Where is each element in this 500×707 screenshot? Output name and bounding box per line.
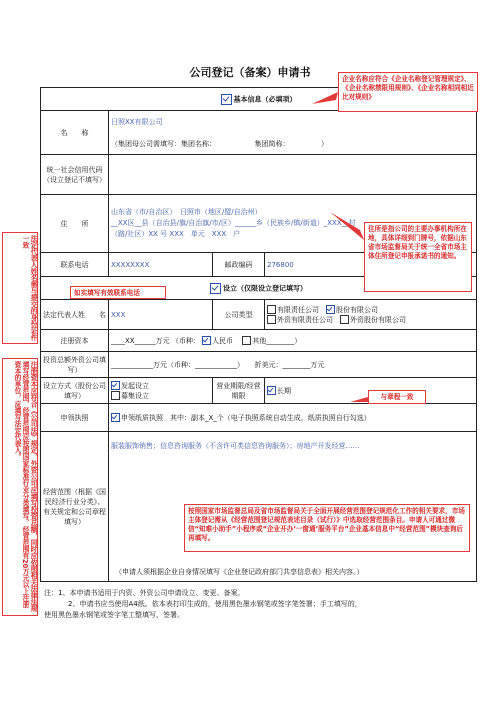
field-phone[interactable]: XXXXXXXX: [109, 253, 213, 277]
field-investment[interactable]: ____________万元（币种：____________） 折美元：________万元: [109, 352, 477, 378]
arrow-address: [330, 212, 364, 240]
scope-text: 服装服饰销售；信息咨询服务（不含许可类信息咨询服务）；房地产开发经营……: [111, 442, 360, 450]
label-scope: 经营范围（根据《国民经济行业分类》、有关规定和公司章程填写）: [41, 432, 109, 582]
method-label-0: 发起设立: [121, 381, 149, 390]
type-label-3: 外资股份有限公司: [350, 315, 406, 324]
label-name: 名 称: [41, 111, 109, 155]
scope-note: （申请人须根据企业自身情况填写《企业登记政府部门共享信息表》相关内容。）: [115, 568, 364, 576]
callout-phone-rule: 如实填写有效联系电话: [70, 286, 166, 299]
label-capital: 注册资本: [41, 330, 109, 352]
arrow-term: [350, 397, 368, 402]
label-term: 营业期限/经营期限: [213, 378, 265, 404]
label-postcode: 邮政编码: [213, 253, 265, 277]
currency-rmb: 人民币: [212, 336, 234, 345]
callout-left-capital: 注册资本应符合《公司法》规定，外资公司应填写投资总额，同时应依照相关法律法规填写经营范围，经营范围应按照国家标准行业分类填写，经营范围有20万元以上注册资本的单位，应填写法定代表人。: [2, 358, 38, 616]
label-address: 住 所: [41, 195, 109, 253]
label-legal-rep: 法定代表人姓 名: [41, 300, 109, 330]
callout-left-rep: 法定代表人姓名需与提交的身份证件一致: [2, 232, 38, 344]
callout-name-rule: 企业名称应符合《企业名称登记管理规定》、《企业名称禁限用规则》、《企业名称相同相近比对规则》: [338, 72, 478, 112]
callout-scope-rule: 按照国家市场监督总局及省市场监督局关于全面开展经营范围登记规范化工作的相关要求，市场主体登记需从《经营范围登记规范表述目录（试行）》中选取经营范围条目。申请人可通过微信“知难小助手”小程序或“企业开办‘一窗通’服务平台”企业基本信息中“经营范围”模块查询后再填写。: [184, 504, 470, 552]
label-investment: 投资总额外资公司填写）: [41, 352, 109, 378]
footnote-2: 2、申请书应当使用A4纸。依本表打印生成的，使用黑色墨水钢笔或签字笔签署；手工填写的，: [68, 600, 362, 608]
callout-address-rule: 住所是指公司的主要办事机构所在地，具体详细到门牌号，依据山东省市场监督局关于统一全省市场主体住所登记申报承诺书的通知。: [364, 222, 472, 292]
address-line-2: __XX区__县（自治县/旗/自治旗/市/区）______乡（民族乡/镇/街道）_XXX__村: [111, 219, 356, 227]
term-value: 长期: [277, 386, 291, 395]
address-line-1: 山东省（市/自治区） 日照市（地区/盟/自治州）: [111, 208, 262, 216]
type-label-1: 股份有限公司: [336, 305, 378, 314]
currency-label: （币种：: [171, 336, 200, 345]
group-name-note: （集团母公司需填写：集团名称： 集团简称： ）: [111, 139, 328, 148]
label-company-type: 公司类型: [213, 300, 265, 330]
label-method: 设立方式（股份公司填写）: [41, 378, 109, 404]
label-phone: 联系电话: [41, 253, 109, 277]
label-credit-code: 统一社会信用代码（设立登记不填写）: [41, 155, 109, 195]
company-name-value: 日照XX有限公司: [111, 117, 163, 126]
label-license: 申领执照: [41, 404, 109, 432]
capital-value: ____XX______万元: [111, 336, 170, 345]
page-title: 公司登记（备案）申请书: [189, 66, 311, 79]
license-value: 申领纸质执照 其中：副本_X_个（电子执照系统自动生成，纸质执照自行勾选）: [121, 413, 371, 422]
footnote-3: 使用黑色墨水钢笔或签字笔工整填写、签署。: [44, 611, 184, 619]
field-postcode[interactable]: 276800: [265, 253, 477, 277]
currency-other: 其他________）: [252, 336, 302, 345]
callout-term-rule: 与章程一致: [368, 390, 426, 404]
type-label-0: 有限责任公司: [277, 305, 319, 314]
section-establish-title: 设立（仅限设立登记填写）: [223, 284, 307, 292]
field-legal-rep[interactable]: XXX: [109, 300, 213, 330]
type-label-2: 外资有限责任公司: [277, 315, 333, 324]
section-basic-title: 基本信息（必填项）: [233, 95, 297, 103]
address-line-3: （路/社区）XX 号 XXX 单元 XXX 户: [111, 230, 241, 238]
method-label-1: 募集设立: [121, 391, 149, 400]
arrow-name: [312, 92, 338, 104]
footnote-1: 注：1、本申请书适用于内资、外资公司申请设立、变更、备案。: [44, 589, 245, 597]
